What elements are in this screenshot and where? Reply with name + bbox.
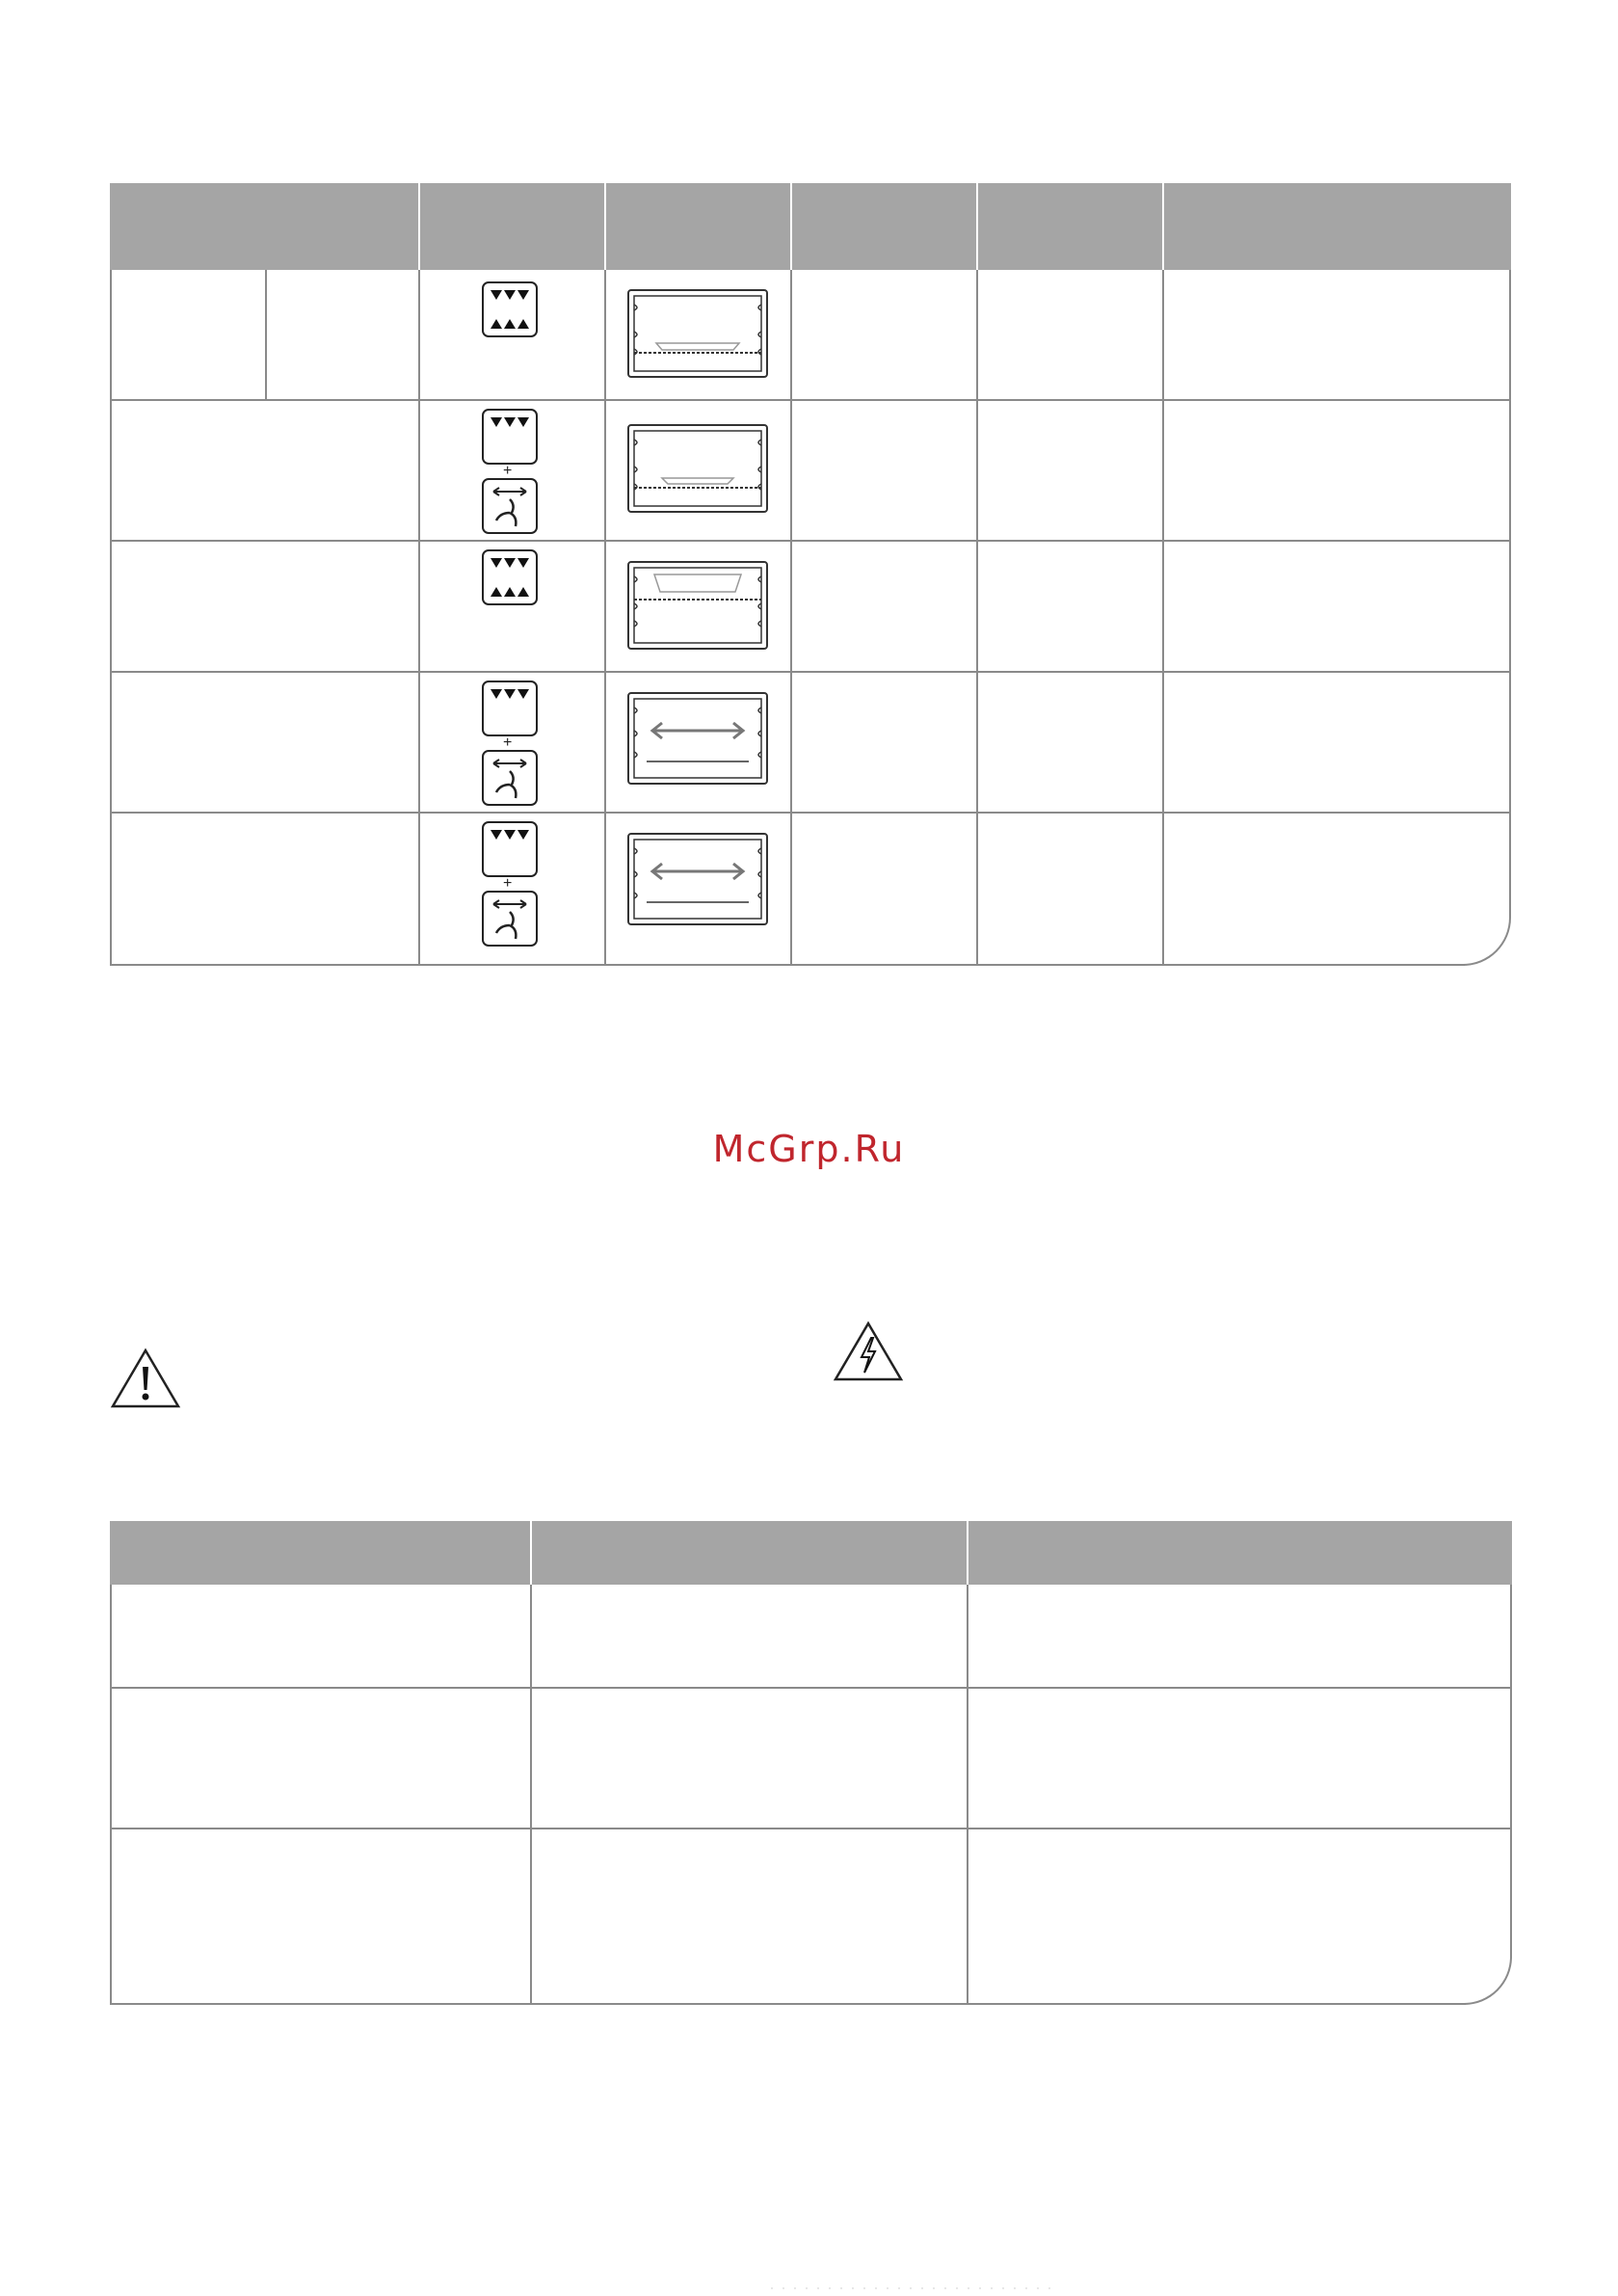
fan-icon (482, 478, 538, 534)
table-row (110, 1829, 1512, 2003)
tray-high-position-icon (627, 561, 768, 650)
top-heat-icon (482, 821, 538, 877)
table-row (110, 1585, 1512, 1687)
table-row (110, 814, 1511, 964)
watermark: McGrp.Ru (712, 1128, 906, 1170)
footer-marks (771, 2285, 1060, 2291)
tray-low-position-icon (627, 289, 768, 378)
fan-icon (482, 750, 538, 806)
table-row (110, 1689, 1512, 1828)
table-row (110, 270, 1511, 399)
table-row (110, 401, 1511, 540)
plus-sign: + (503, 463, 513, 479)
rack-position-arrow-icon (627, 833, 768, 925)
table-header (110, 1521, 1512, 1585)
top-heat-icon (482, 681, 538, 736)
top-heat-icon (482, 409, 538, 465)
table-header (110, 183, 1511, 270)
electric-hazard-icon (833, 1321, 904, 1382)
warning-triangle-icon (110, 1348, 181, 1409)
table-row (110, 542, 1511, 671)
top-bottom-heat-icon (482, 281, 538, 337)
plus-sign: + (503, 875, 513, 892)
rack-position-arrow-icon (627, 692, 768, 785)
tray-low-position-icon (627, 424, 768, 513)
fan-icon (482, 891, 538, 947)
troubleshoot-table (110, 1521, 1512, 2005)
top-bottom-heat-icon (482, 549, 538, 605)
cooking-table (110, 183, 1511, 966)
table-row (110, 673, 1511, 812)
plus-sign: + (503, 734, 513, 751)
